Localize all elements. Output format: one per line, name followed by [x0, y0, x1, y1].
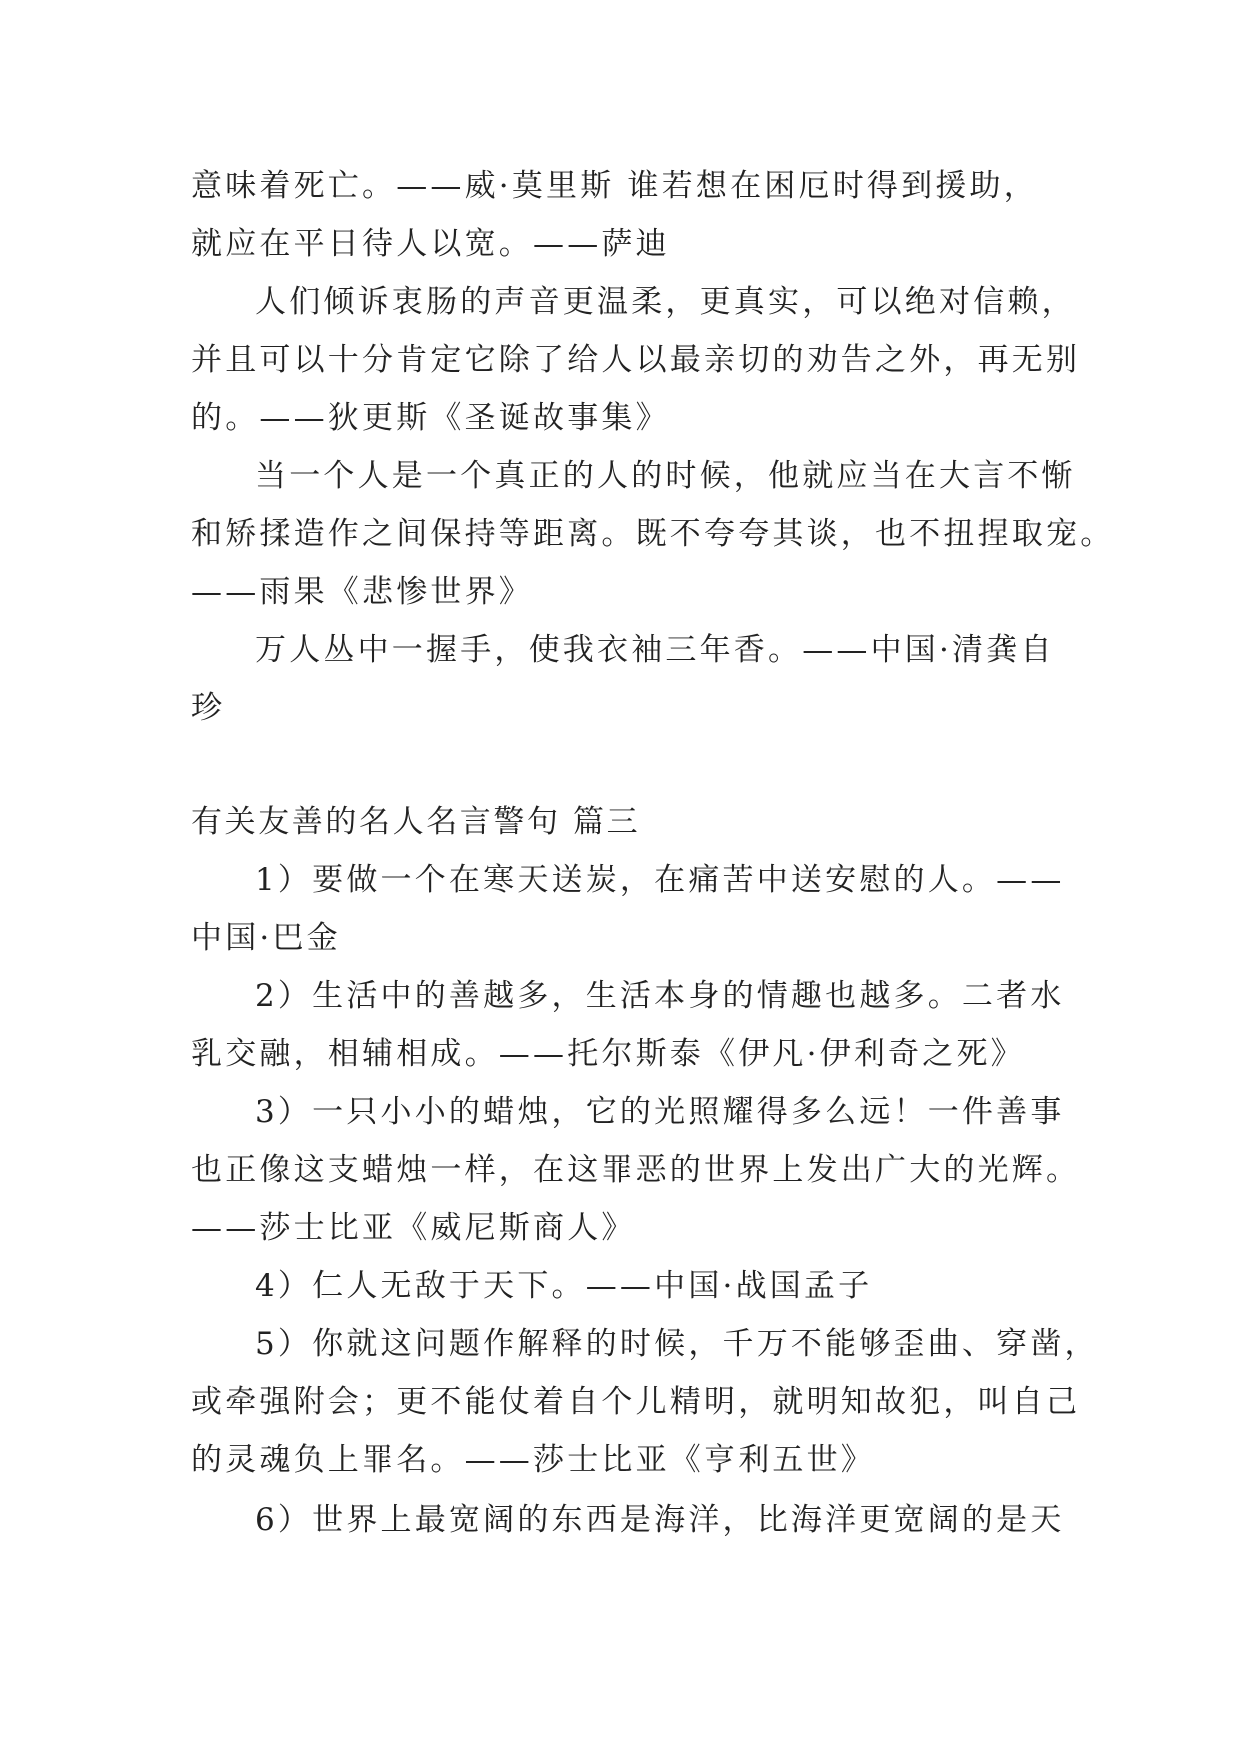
text-line: 并且可以十分肯定它除了给人以最亲切的劝告之外，再无别 [191, 342, 1081, 378]
text-line: ——雨果《悲惨世界》 [191, 574, 533, 610]
section-heading: 有关友善的名人名言警句 篇三 [191, 804, 641, 840]
text-line: 的灵魂负上罪名。——莎士比亚《亨利五世》 [191, 1442, 875, 1478]
text-line: 3）一只小小的蜡烛，它的光照耀得多么远！一件善事 [255, 1094, 1065, 1130]
text-line: 和矫揉造作之间保持等距离。既不夸夸其谈，也不扭捏取宠。 [191, 516, 1115, 552]
text-line: 5）你就这问题作解释的时候，千万不能够歪曲、穿凿， [255, 1326, 1099, 1362]
text-line: 1）要做一个在寒天送炭，在痛苦中送安慰的人。—— [255, 862, 1065, 898]
text-line: 中国·巴金 [191, 920, 341, 956]
text-line: ——莎士比亚《威尼斯商人》 [191, 1210, 636, 1246]
text-line: 人们倾诉衷肠的声音更温柔，更真实，可以绝对信赖， [255, 284, 1076, 320]
text-line: 2）生活中的善越多，生活本身的情趣也越多。二者水 [255, 978, 1065, 1014]
text-line: 当一个人是一个真正的人的时候，他就应当在大言不惭 [255, 458, 1076, 494]
text-line: 6）世界上最宽阔的东西是海洋，比海洋更宽阔的是天 [255, 1502, 1065, 1538]
text-line: 4）仁人无敌于天下。——中国·战国孟子 [255, 1268, 873, 1304]
text-line: 或牵强附会；更不能仗着自个儿精明，就明知故犯，叫自己 [191, 1384, 1081, 1420]
text-line: 乳交融，相辅相成。——托尔斯泰《伊凡·伊利奇之死》 [191, 1036, 1025, 1072]
text-line: 就应在平日待人以宽。——萨迪 [191, 226, 670, 262]
text-line: 意味着死亡。——威·莫里斯 谁若想在困厄时得到援助， [191, 168, 1038, 204]
text-line: 万人丛中一握手，使我衣袖三年香。——中国·清龚自 [255, 632, 1055, 668]
text-line: 也正像这支蜡烛一样，在这罪恶的世界上发出广大的光辉。 [191, 1152, 1081, 1188]
text-line: 珍 [191, 690, 226, 726]
text-line: 的。——狄更斯《圣诞故事集》 [191, 400, 670, 436]
